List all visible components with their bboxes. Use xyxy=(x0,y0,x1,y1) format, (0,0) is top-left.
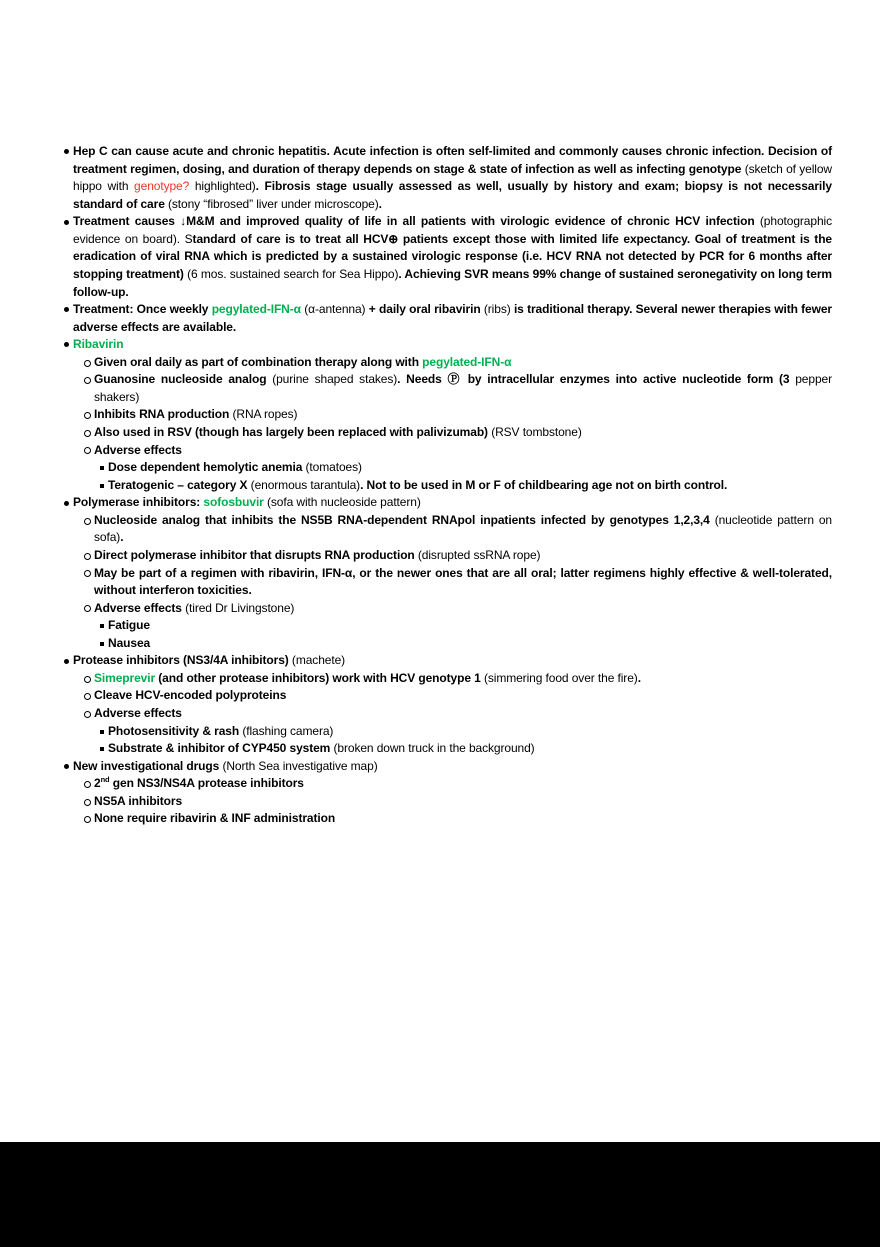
circle-bullet-icon xyxy=(84,816,91,823)
disc-bullet-icon xyxy=(64,342,69,347)
text-segment: NS5A inhibitors xyxy=(94,793,183,808)
text-segment: (photographic evidence on board). S xyxy=(73,214,832,246)
text-segment: Adverse effects xyxy=(94,600,186,615)
bullet-item xyxy=(62,512,832,547)
text-segment: (sketch of yellow hippo with xyxy=(73,161,833,194)
square-bullet-icon xyxy=(100,484,104,488)
circle-bullet-icon xyxy=(84,377,91,384)
square-bullet-icon xyxy=(100,466,104,470)
bullet-item xyxy=(62,652,832,670)
bullet-item xyxy=(62,301,832,336)
bullet-item xyxy=(62,406,832,424)
text-segment: (disrupted ssRNA rope) xyxy=(417,547,541,562)
square-bullet-icon xyxy=(100,642,104,646)
bullet-item xyxy=(62,810,832,828)
text-segment: . Not to be used in M or F of childbearing age not on birth control. xyxy=(360,477,728,492)
text-segment: gen NS3/NS4A protease inhibitors xyxy=(109,776,304,791)
text-segment: (RSV tombstone) xyxy=(491,425,582,439)
text-segment: Dose dependent hemolytic anemia xyxy=(108,460,306,475)
bullet-item xyxy=(62,687,832,705)
text-segment: Simeprevir xyxy=(94,670,159,685)
bottom-black-bar xyxy=(0,1142,880,1247)
square-bullet-icon xyxy=(100,624,104,628)
bullet-item xyxy=(62,617,832,635)
text-segment: (North Sea investigative map) xyxy=(222,758,378,773)
text-segment: Treatment: Once weekly xyxy=(73,302,212,317)
circle-bullet-icon xyxy=(84,605,91,612)
circle-bullet-icon xyxy=(84,693,91,700)
bullet-item xyxy=(62,354,832,372)
text-segment: Photosensitivity & rash xyxy=(108,723,243,738)
text-segment: Adverse effects xyxy=(94,442,182,457)
text-segment: None require ribavirin & INF administration xyxy=(94,811,336,826)
text-segment: (and other protease inhibitors) work with HCV genotype 1 xyxy=(158,670,484,685)
text-segment: sofosbuvir xyxy=(203,495,267,510)
text-segment: highlighted) xyxy=(189,179,256,194)
text-segment: Direct polymerase inhibitor that disrupts RNA production xyxy=(94,547,418,562)
circle-bullet-icon xyxy=(84,553,91,560)
notes-list xyxy=(62,143,832,828)
square-bullet-icon xyxy=(100,730,104,734)
text-segment: . xyxy=(378,196,382,211)
bullet-item xyxy=(62,600,832,618)
disc-bullet-icon xyxy=(64,659,69,664)
text-segment: 2 xyxy=(94,776,101,791)
text-segment: (machete) xyxy=(291,653,346,668)
bullet-item xyxy=(62,477,832,495)
text-segment: (tomatoes) xyxy=(305,460,362,475)
text-segment: Treatment causes ↓M&M and improved quality of life in all patients with virologic evidence of chronic HCV infection xyxy=(73,214,760,229)
text-segment: (sofa with nucleoside pattern) xyxy=(266,495,421,510)
text-segment: (RNA ropes) xyxy=(232,407,298,422)
bullet-item xyxy=(62,705,832,723)
text-segment: New investigational drugs xyxy=(73,758,223,773)
bullet-item xyxy=(62,793,832,811)
circle-bullet-icon xyxy=(84,781,91,788)
text-segment: . Needs Ⓟ by intracellular enzymes into active nucleotide form (3 xyxy=(397,372,796,387)
bullet-item xyxy=(62,143,832,213)
circle-bullet-icon xyxy=(84,360,91,367)
text-segment: . Fibrosis stage usually assessed as well, usually by history and exam; biopsy is not necessarily standard of care xyxy=(73,179,832,211)
bullet-item xyxy=(62,371,832,406)
bullet-item xyxy=(62,442,832,460)
text-segment: Nausea xyxy=(108,635,151,650)
text-segment: Guanosine nucleoside analog xyxy=(94,372,273,387)
circle-bullet-icon xyxy=(84,799,91,806)
bullet-item xyxy=(62,459,832,477)
text-segment: (α-antenna) xyxy=(304,302,369,317)
text-segment: May be part of a regimen with ribavirin, IFN-α, or the newer ones that are all oral; latter regimens highly effective & well-tolerated, without interferon toxicities. xyxy=(94,565,832,598)
text-segment: pepper shakers) xyxy=(94,372,832,404)
text-segment: (nucleotide pattern on sofa) xyxy=(94,512,832,545)
text-segment: Inhibits RNA production xyxy=(94,407,233,422)
circle-bullet-icon xyxy=(84,518,91,525)
circle-bullet-icon xyxy=(84,570,91,577)
text-segment: Hep C can cause acute and chronic hepatitis. Acute infection is often self-limited and commonly causes chronic infection. Decision of treatment regimen, dosing, and duration of therapy depends on stage & state of infection as well as infecting genotype xyxy=(73,144,832,176)
text-segment: (stony “fibrosed” liver under microscope) xyxy=(168,196,379,211)
text-segment: + daily oral ribavirin xyxy=(368,302,484,317)
circle-bullet-icon xyxy=(84,711,91,718)
circle-bullet-icon xyxy=(84,676,91,683)
text-segment: Adverse effects xyxy=(94,706,182,720)
bullet-item xyxy=(62,775,832,793)
text-segment: Ribavirin xyxy=(73,337,124,352)
bullet-item xyxy=(62,494,832,512)
text-segment: (purine shaped stakes) xyxy=(272,372,398,387)
text-segment: . xyxy=(120,530,124,545)
bullet-item xyxy=(62,213,832,301)
text-segment: Teratogenic – category X xyxy=(108,477,251,492)
bullet-item xyxy=(62,424,832,442)
text-segment: (flashing camera) xyxy=(242,723,334,738)
text-segment: Given oral daily as part of combination therapy along with xyxy=(94,354,423,369)
text-segment: . Achieving SVR means 99% change of sustained seronegativity on long term follow-up. xyxy=(73,266,833,299)
bullet-item xyxy=(62,758,832,776)
text-segment: Substrate & inhibitor of CYP450 system xyxy=(108,741,334,756)
text-segment: genotype? xyxy=(134,179,190,194)
text-segment: (tired Dr Livingstone) xyxy=(185,600,295,615)
text-segment: nd xyxy=(100,775,110,785)
text-segment: Fatigue xyxy=(108,618,150,633)
text-segment: Protease inhibitors (NS3/4A inhibitors) xyxy=(73,653,292,668)
bullet-item xyxy=(62,336,832,354)
disc-bullet-icon xyxy=(64,501,69,506)
bullet-item xyxy=(62,565,832,600)
text-segment: (6 mos. sustained search for Sea Hippo) xyxy=(187,266,399,281)
text-segment: pegylated-IFN-α xyxy=(422,354,512,369)
text-segment: . xyxy=(637,670,641,685)
disc-bullet-icon xyxy=(64,149,69,154)
disc-bullet-icon xyxy=(64,220,69,225)
bullet-item xyxy=(62,670,832,688)
disc-bullet-icon xyxy=(64,764,69,769)
circle-bullet-icon xyxy=(84,447,91,454)
disc-bullet-icon xyxy=(64,307,69,312)
text-segment: tandard of care is to treat all HCV⊕ patients except those with limited life expectancy. Goal of treatment is the eradication of viral RNA which is predicted by a sustained virologic response (i.e. HCV RNA not detected by PCR for 6 months after stopping treatment) xyxy=(73,231,833,281)
text-segment: Cleave HCV-encoded polyproteins xyxy=(94,688,287,703)
square-bullet-icon xyxy=(100,747,104,751)
text-segment: (broken down truck in the background) xyxy=(333,741,535,756)
text-segment: Nucleoside analog that inhibits the NS5B RNA-dependent RNApol inpatients infected by genotypes 1,2,3,4 xyxy=(94,512,715,527)
circle-bullet-icon xyxy=(84,412,91,419)
text-segment: (simmering food over the fire) xyxy=(483,670,638,685)
text-segment: (enormous tarantula) xyxy=(250,477,361,492)
bullet-item xyxy=(62,635,832,653)
text-segment: is traditional therapy. Several newer therapies with fewer adverse effects are available. xyxy=(73,302,833,334)
text-segment: Also used in RSV (though has largely been replaced with palivizumab) xyxy=(94,425,492,439)
bullet-item xyxy=(62,740,832,758)
text-segment: Polymerase inhibitors: xyxy=(73,495,204,510)
bullet-item xyxy=(62,547,832,565)
bullet-item xyxy=(62,723,832,741)
text-segment: pegylated-IFN-α xyxy=(211,302,305,317)
circle-bullet-icon xyxy=(84,430,91,437)
text-segment: (ribs) xyxy=(483,302,514,317)
